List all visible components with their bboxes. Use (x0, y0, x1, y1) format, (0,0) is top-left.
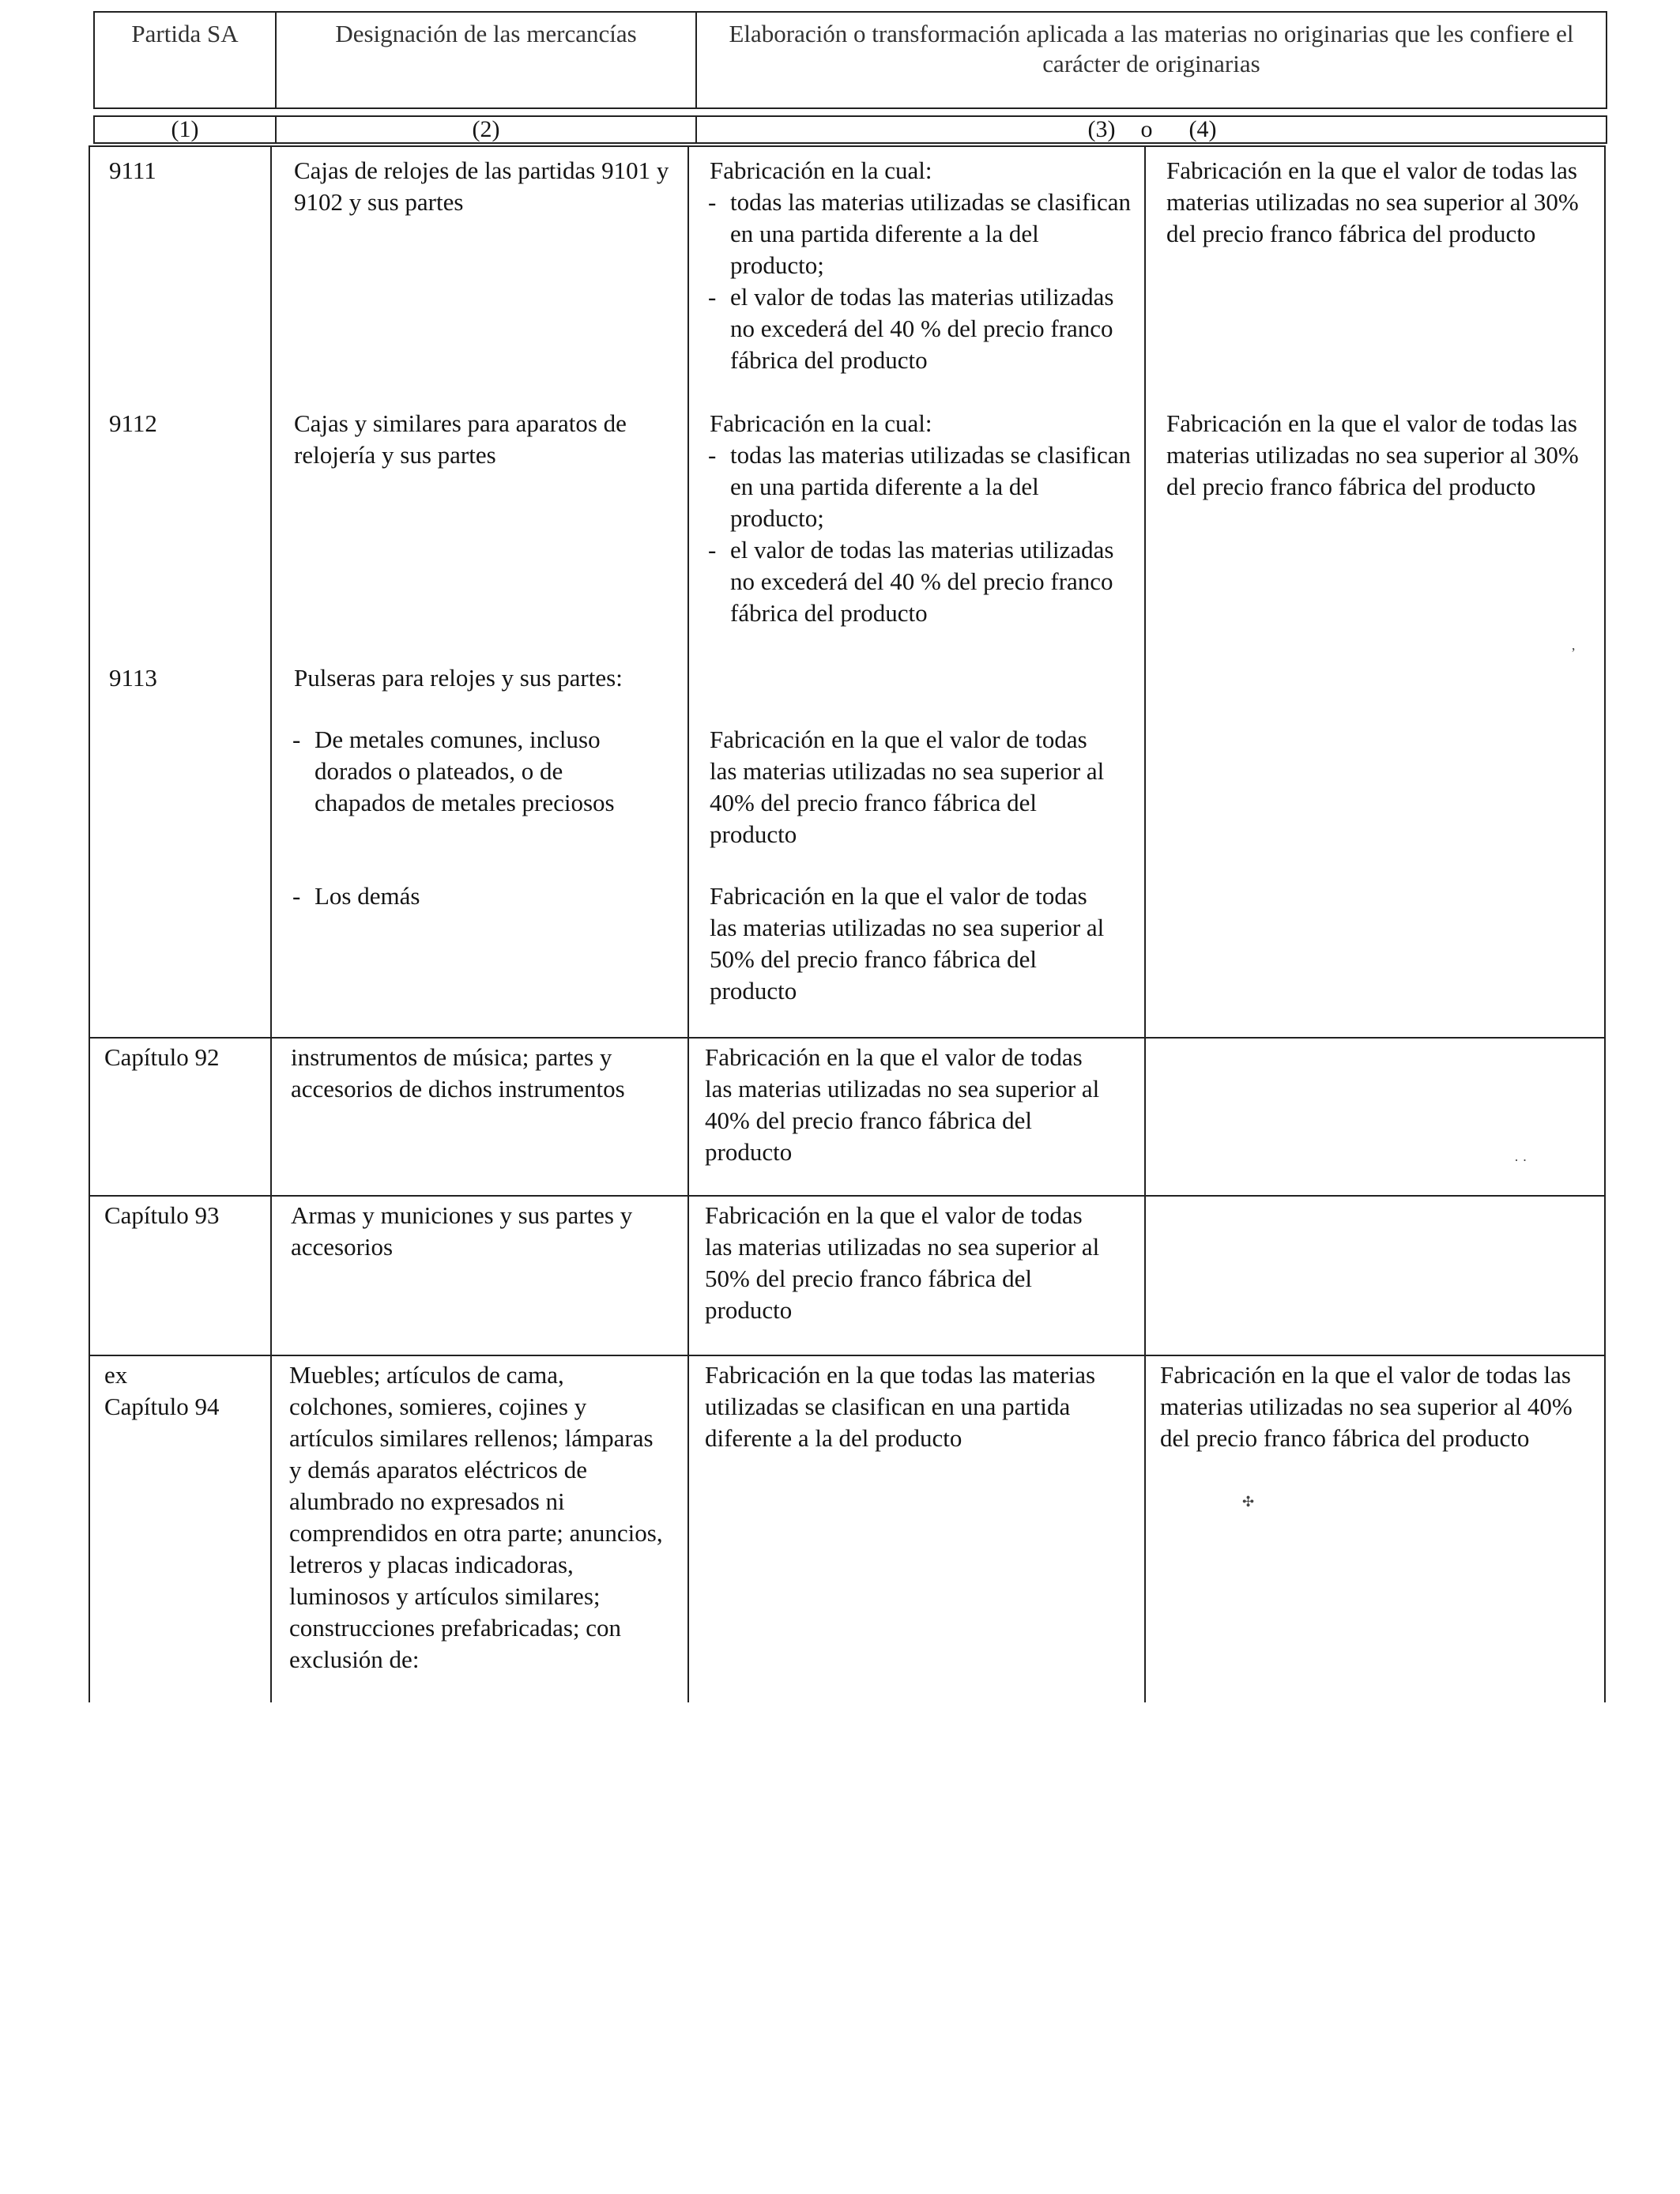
row-divider (89, 1195, 1606, 1197)
scan-speck: ʼ (1571, 645, 1576, 661)
row-code: 9112 (109, 409, 157, 437)
rule-list-item: - todas las materias utilizadas se clasifican en una partida diferente a la del producto; (708, 441, 1132, 532)
header-designacion: Designación de las mercancías (335, 20, 637, 47)
row-designation: Cajas y similares para aparatos de relojería y sus partes (294, 409, 627, 469)
alternative-rule: Fabricación en la que el valor de todas las materias utilizadas no sea superior al 30% del precio franco fábrica del producto (1166, 156, 1579, 247)
rule-text: Fabricación en la que todas las materias utilizadas se clasifican en una partida diferente a la del producto (705, 1361, 1096, 1452)
row-code: 9113 (109, 664, 157, 692)
table-border-right (1604, 145, 1606, 1702)
column-number-1: (1) (171, 116, 199, 142)
rule-list (708, 187, 1135, 376)
rule-text: Fabricación en la que el valor de todas las materias utilizadas no sea superior al 50% del precio franco fábrica del producto (705, 1201, 1100, 1324)
row-divider (89, 1037, 1606, 1039)
alternative-rule: Fabricación en la que el valor de todas las materias utilizadas no sea superior al 30% del precio franco fábrica del producto (1166, 409, 1579, 500)
column-number-4: (4) (1188, 116, 1217, 142)
row-divider (89, 1355, 1606, 1356)
row-code-prefix: ex (104, 1361, 128, 1389)
column-divider-3 (1144, 145, 1146, 1702)
row-designation: instrumentos de música; partes y accesorios de dichos instrumentos (291, 1043, 625, 1103)
alternative-rule: Fabricación en la que el valor de todas las materias utilizadas no sea superior al 40% del precio franco fábrica del producto (1160, 1361, 1573, 1452)
scan-speck: · · (1514, 1152, 1527, 1168)
row-code: Capítulo 92 (104, 1043, 220, 1071)
row-code: 9111 (109, 156, 156, 184)
scan-speck: ✣ (1242, 1494, 1255, 1510)
column-number-2: (2) (472, 116, 500, 142)
sub-rule: Fabricación en la que el valor de todas las materias utilizadas no sea superior al 50% del precio franco fábrica del producto (710, 882, 1105, 1005)
table-border-left (89, 145, 90, 1702)
sub-designation: - De metales comunes, incluso dorados o plateados, o de chapados de metales preciosos (292, 726, 615, 816)
row-designation: Cajas de relojes de las partidas 9101 y 9102 y sus partes (294, 156, 669, 216)
rule-list-item: - el valor de todas las materias utilizadas no excederá del 40 % del precio franco fábrica del producto (708, 536, 1114, 627)
table-header (93, 11, 1607, 109)
sub-rule: Fabricación en la que el valor de todas las materias utilizadas no sea superior al 40% del precio franco fábrica del producto (710, 726, 1105, 848)
row-designation: Armas y municiones y sus partes y accesorios (291, 1201, 633, 1261)
rule-text: Fabricación en la que el valor de todas las materias utilizadas no sea superior al 40% del precio franco fábrica del producto (705, 1043, 1100, 1166)
column-numbering-row (93, 115, 1607, 144)
header-elaboracion: Elaboración o transformación aplicada a las materias no originarias que les confiere el carácter de originarias (729, 20, 1574, 77)
rule-intro: Fabricación en la cual: (710, 156, 932, 184)
rule-list (708, 439, 1135, 629)
column-number-3: (3) (1087, 116, 1116, 142)
column-or-label: o (1140, 116, 1153, 142)
row-code: Capítulo 94 (104, 1393, 220, 1420)
rule-list-item: - todas las materias utilizadas se clasifican en una partida diferente a la del producto; (708, 188, 1132, 279)
sub-designation: - Los demás (292, 882, 420, 910)
numbering-divider (695, 117, 697, 142)
row-designation: Muebles; artículos de cama, colchones, somieres, cojines y artículos similares rellenos; lámparas y demás aparatos eléctricos de alumbrado no expresados ni comprendidos en otra parte; anuncios, letreros y placas indicadoras, luminosos y artículos similares; construcciones prefabricadas; con exclusión de: (289, 1361, 663, 1673)
header-partida-sa: Partida SA (131, 20, 239, 47)
rule-intro: Fabricación en la cual: (710, 409, 932, 437)
row-code: Capítulo 93 (104, 1201, 220, 1229)
rule-list-item: - el valor de todas las materias utilizadas no excederá del 40 % del precio franco fábrica del producto (708, 283, 1114, 374)
column-divider-1 (270, 145, 272, 1702)
row-divider (89, 145, 1606, 147)
column-divider-2 (687, 145, 689, 1702)
row-designation: Pulseras para relojes y sus partes: (294, 664, 623, 692)
